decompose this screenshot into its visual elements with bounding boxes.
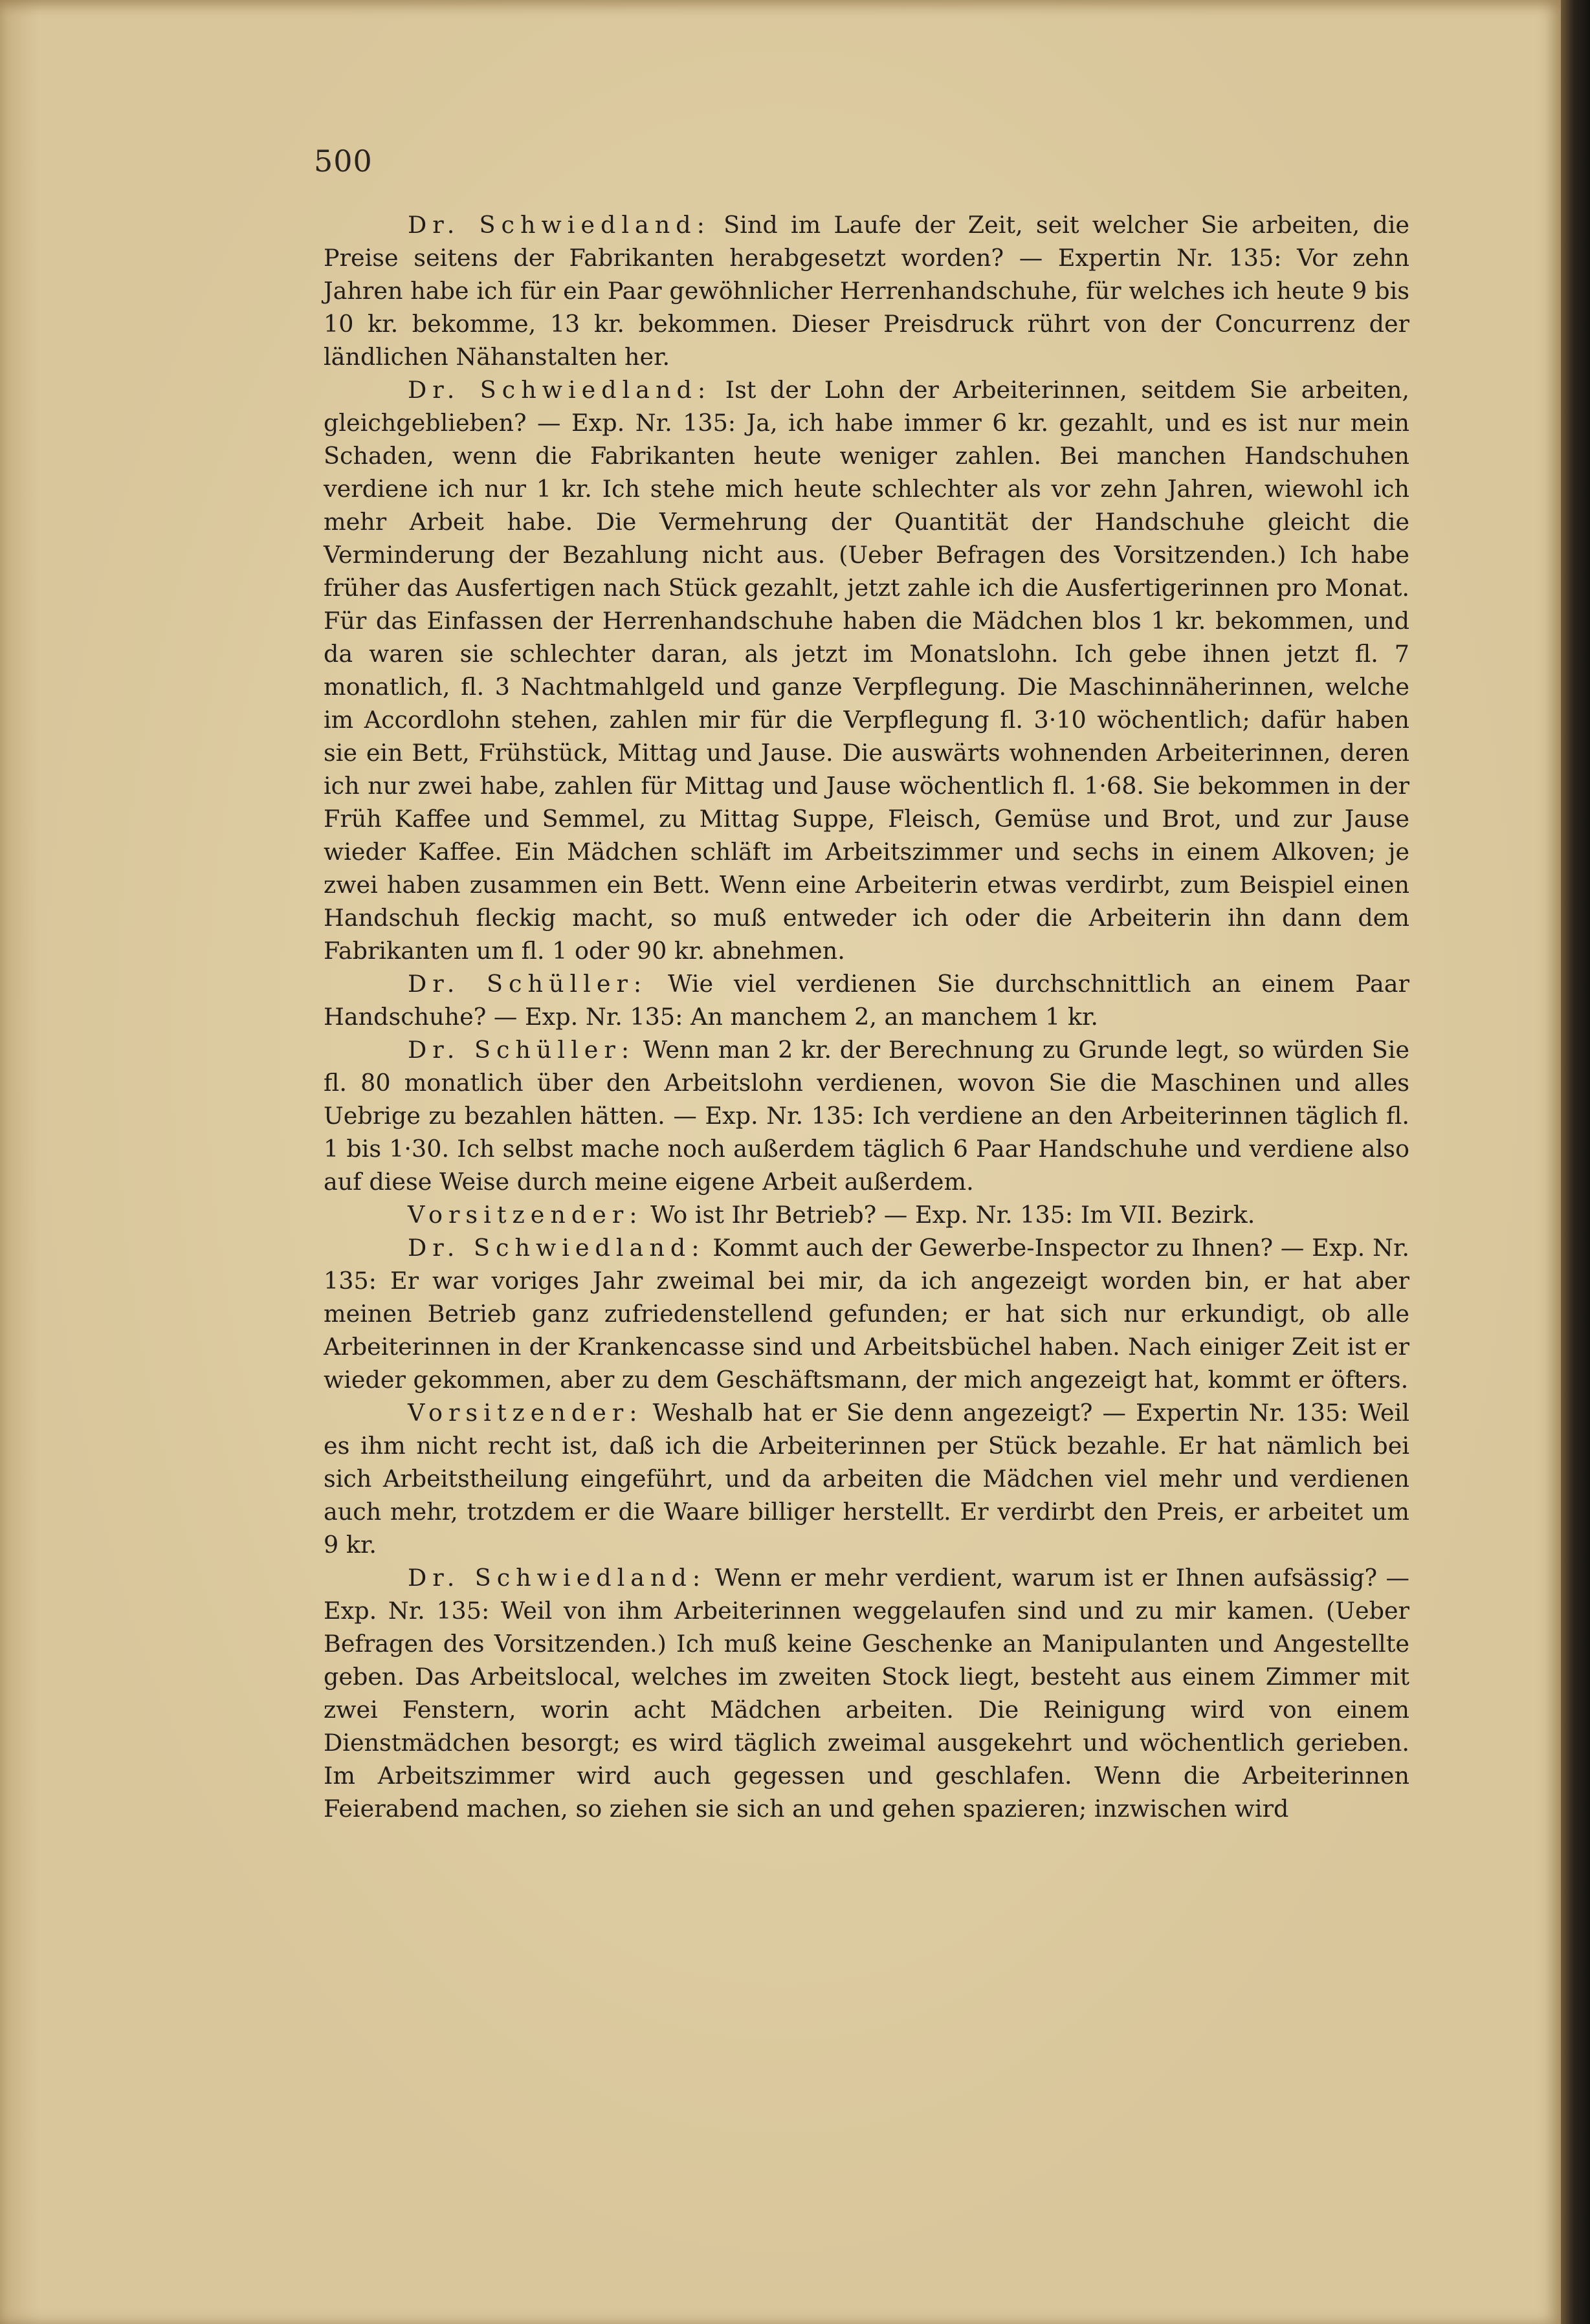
body-text — [324, 208, 1409, 1825]
paragraph-text: Kommt auch der Gewerbe-Inspector zu Ihnen? — Exp. Nr. 135: Er war voriges Jahr zweimal bei mir, da ich angezeigt worden bin, er hat aber meinen Betrieb ganz zufriedenstellend gefunden; er hat sich nur erkundigt, ob alle Arbeiterinnen in der Krankencasse sind und Arbeitsbüchel haben. Nach einiger Zeit ist er wieder gekommen, aber zu dem Geschäftsmann, der mich angezeigt hat, kommt er öfters. — [324, 1234, 1409, 1394]
paragraph-7 — [324, 1396, 1409, 1561]
paragraph-8 — [324, 1561, 1409, 1825]
speaker-name: Vorsitzender: — [408, 1201, 643, 1229]
book-edge — [1561, 0, 1590, 2324]
paragraph-2 — [324, 373, 1409, 967]
speaker-name: Dr. Schwiedland: — [408, 211, 711, 239]
paragraph-text: Wenn man 2 kr. der Berechnung zu Grunde legt, so würden Sie fl. 80 monatlich über den Arbeitslohn verdienen, wovon Sie die Maschinen und alles Uebrige zu bezahlen hätten. — Exp. Nr. 135: Ich verdiene an den Arbeiterinnen täglich fl. 1 bis 1·30. Ich selbst mache noch außerdem täglich 6 Paar Handschuhe und verdiene also auf diese Weise durch meine eigene Arbeit außerdem. — [324, 1036, 1410, 1196]
speaker-name: Dr. Schwiedland: — [408, 1234, 705, 1262]
paragraph-5 — [324, 1198, 1409, 1231]
paragraph-text: Weshalb hat er Sie denn angezeigt? — Expertin Nr. 135: Weil es ihm nicht recht ist, daß ich die Arbeiterinnen per Stück bezahle. Er hat nämlich bei sich Arbeitstheilung eingeführt, und da arbeiten die Mädchen viel mehr und verdienen auch mehr, trotzdem er die Waare billiger herstellt. Er verdirbt den Preis, er arbeitet um 9 kr. — [324, 1399, 1409, 1559]
speaker-name: Dr. Schwiedland: — [408, 1564, 707, 1592]
paragraph-text: Wo ist Ihr Betrieb? — Exp. Nr. 135: Im VII. Bezirk. — [650, 1201, 1255, 1229]
speaker-name: Dr. Schüller: — [408, 1036, 635, 1064]
paragraph-text: Wenn er mehr verdient, warum ist er Ihnen aufsässig? — Exp. Nr. 135: Weil von ihm Arbeiterinnen weggelaufen sind und zu mir kamen. (Ueber Befragen des Vorsitzenden.) Ich muß keine Geschenke an Manipulanten und Angestellte geben. Das Arbeitslocal, welches im zweiten Stock liegt, besteht aus einem Zimmer mit zwei Fenstern, worin acht Mädchen arbeiten. Die Reinigung wird von einem Dienstmädchen besorgt; es wird täglich zweimal ausgekehrt und wöchentlich gerieben. Im Arbeitszimmer wird auch gegessen und geschlafen. Wenn die Arbeiterinnen Feierabend machen, so ziehen sie sich an und gehen spazieren; inzwischen wird — [324, 1564, 1410, 1823]
paragraph-4 — [324, 1033, 1409, 1198]
speaker-name: Vorsitzender: — [408, 1399, 643, 1427]
paragraph-text: Wie viel verdienen Sie durchschnittlich an einem Paar Handschuhe? — Exp. Nr. 135: An manchem 2, an manchem 1 kr. — [324, 970, 1409, 1031]
paragraph-text: Ist der Lohn der Arbeiterinnen, seitdem Sie arbeiten, gleichgeblieben? — Exp. Nr. 135: Ja, ich habe immer 6 kr. gezahlt, und es ist nur mein Schaden, wenn die Fabrikanten heute weniger zahlen. Bei manchen Handschuhen verdiene ich nur 1 kr. Ich stehe mich heute schlechter als vor zehn Jahren, wiewohl ich mehr Arbeit habe. Die Vermehrung der Quantität der Handschuhe gleicht die Verminderung der Bezahlung nicht aus. (Ueber Befragen des Vorsitzenden.) Ich habe früher das Ausfertigen nach Stück gezahlt, jetzt zahle ich die Ausfertigerinnen pro Monat. Für das Einfassen der Herrenhandschuhe haben die Mädchen blos 1 kr. bekommen, und da waren sie schlechter daran, als jetzt im Monatslohn. Ich gebe ihnen jetzt fl. 7 monatlich, fl. 3 Nachtmahlgeld und ganze Verpflegung. Die Maschinnäherinnen, welche im Accordlohn stehen, zahlen mir für die Verpflegung fl. 3·10 wöchentlich; dafür haben sie ein Bett, Frühstück, Mittag und Jause. Die auswärts wohnenden Arbeiterinnen, deren ich nur zwei habe, zahlen für Mittag und Jause wöchentlich fl. 1·68. Sie bekommen in der Früh Kaffee und Semmel, zu Mittag Suppe, Fleisch, Gemüse und Brot, und zur Jause wieder Kaffee. Ein Mädchen schläft im Arbeitszimmer und sechs in einem Alkoven; je zwei haben zusammen ein Bett. Wenn eine Arbeiterin etwas verdirbt, zum Beispiel einen Handschuh fleckig macht, so muß entweder ich oder die Arbeiterin ihn dann dem Fabrikanten um fl. 1 oder 90 kr. abnehmen. — [324, 376, 1409, 965]
page-number: 500 — [314, 144, 373, 179]
speaker-name: Dr. Schwiedland: — [408, 376, 712, 404]
paragraph-text: Sind im Laufe der Zeit, seit welcher Sie arbeiten, die Preise seitens der Fabrikanten herabgesetzt worden? — Expertin Nr. 135: Vor zehn Jahren habe ich für ein Paar gewöhnlicher Herrenhandschuhe, für welches ich heute 9 bis 10 kr. bekomme, 13 kr. bekommen. Dieser Preisdruck rührt von der Concurrenz der ländlichen Nähanstalten her. — [324, 211, 1409, 371]
paragraph-1 — [324, 208, 1409, 373]
paragraph-6 — [324, 1231, 1409, 1396]
paragraph-3 — [324, 967, 1409, 1033]
speaker-name: Dr. Schüller: — [408, 970, 648, 998]
